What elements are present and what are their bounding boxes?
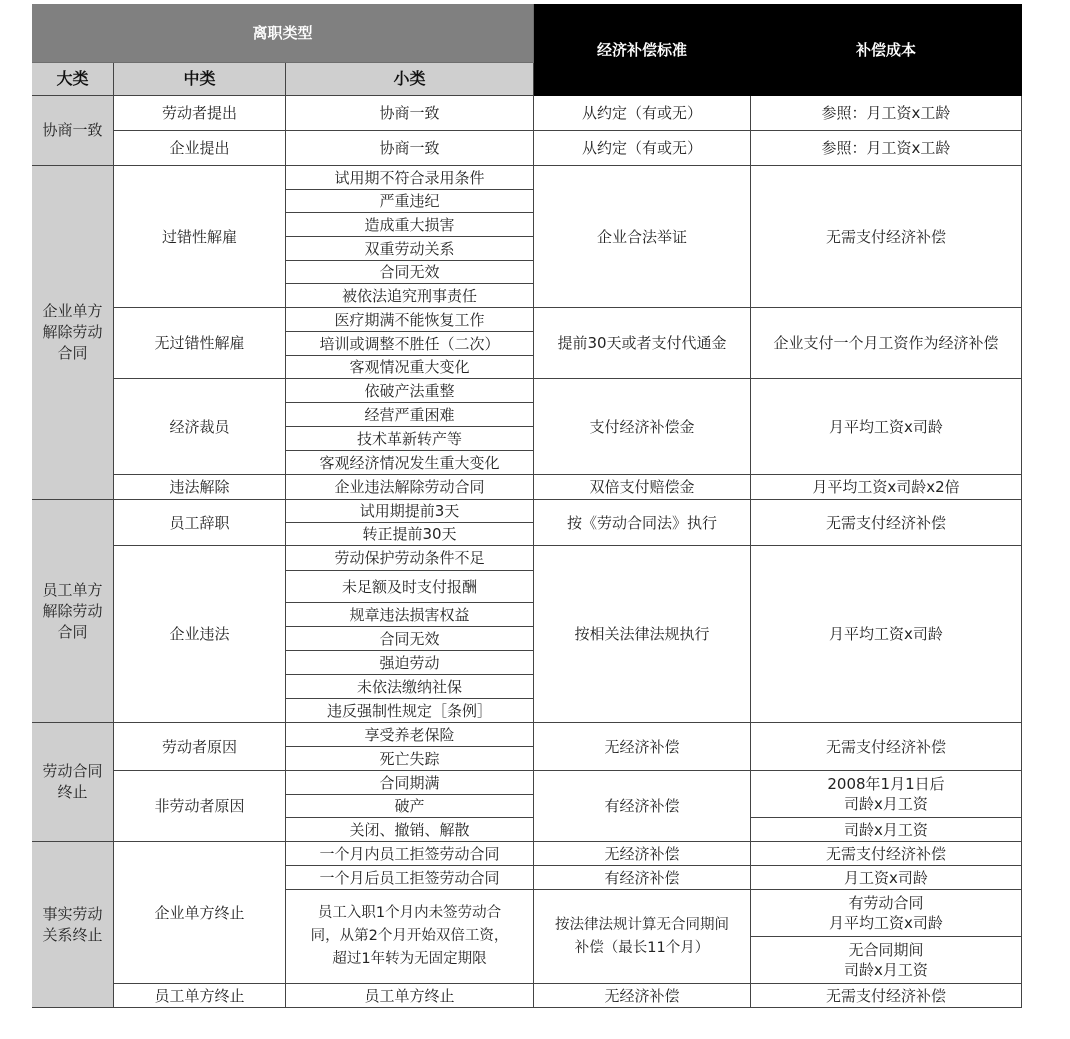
minor-negotiation-2: 协商一致 [286, 131, 534, 166]
mid-worker-proposed: 劳动者提出 [114, 96, 286, 131]
minor-item: 合同无效 [286, 261, 534, 284]
standard-no-fault-dismissal: 提前30天或者支付代通金 [534, 308, 751, 379]
minor-item: 关闭、撤销、解散 [286, 818, 534, 842]
cost-non-worker-closure: 司龄x月工资 [751, 818, 1022, 842]
header-mid-category: 中类 [114, 63, 286, 96]
cost-without-contract: 无合同期间 司龄x月工资 [751, 937, 1022, 984]
minor-item: 被依法追究刑事责任 [286, 284, 534, 308]
minor-illegal-termination: 企业违法解除劳动合同 [286, 475, 534, 500]
minor-item: 严重违纪 [286, 190, 534, 213]
standard-non-worker-reasons: 有经济补偿 [534, 771, 751, 842]
minor-negotiation-1: 协商一致 [286, 96, 534, 131]
minor-item: 技术革新转产等 [286, 427, 534, 451]
cost-refuse-within-month: 无需支付经济补偿 [751, 842, 1022, 866]
header-minor-category: 小类 [286, 63, 534, 96]
mid-economic-layoff: 经济裁员 [114, 379, 286, 475]
cost-worker-reasons: 无需支付经济补偿 [751, 723, 1022, 771]
cost-fault-dismissal: 无需支付经济补偿 [751, 166, 1022, 308]
standard-worker-reasons: 无经济补偿 [534, 723, 751, 771]
mid-employee-resignation: 员工辞职 [114, 500, 286, 546]
standard-economic-layoff: 支付经济补偿金 [534, 379, 751, 475]
cost-with-contract: 有劳动合同 月平均工资x司龄 [751, 890, 1022, 937]
minor-item: 未依法缴纳社保 [286, 675, 534, 699]
cost-negotiation-2: 参照：月工资x工龄 [751, 131, 1022, 166]
minor-item: 未足额及时支付报酬 [286, 571, 534, 603]
standard-negotiation-2: 从约定（有或无） [534, 131, 751, 166]
minor-refuse-after-month: 一个月后员工拒签劳动合同 [286, 866, 534, 890]
minor-item: 合同无效 [286, 627, 534, 651]
minor-item: 合同期满 [286, 771, 534, 795]
cost-illegal-termination: 月平均工资x司龄x2倍 [751, 475, 1022, 500]
category-contract-end: 劳动合同 终止 [32, 723, 114, 842]
minor-item: 规章违法损害权益 [286, 603, 534, 627]
mid-worker-reasons: 劳动者原因 [114, 723, 286, 771]
category-employee-termination: 员工单方 解除劳动 合同 [32, 500, 114, 723]
cost-no-fault-dismissal: 企业支付一个月工资作为经济补偿 [751, 308, 1022, 379]
minor-item: 依破产法重整 [286, 379, 534, 403]
header-compensation-standard: 经济补偿标准 [534, 4, 751, 96]
standard-illegal-termination: 双倍支付赔偿金 [534, 475, 751, 500]
mid-employer-proposed: 企业提出 [114, 131, 286, 166]
minor-item: 强迫劳动 [286, 651, 534, 675]
standard-refuse-after-month: 有经济补偿 [534, 866, 751, 890]
header-compensation-cost: 补偿成本 [751, 4, 1022, 96]
mid-fault-dismissal: 过错性解雇 [114, 166, 286, 308]
mid-illegal-termination: 违法解除 [114, 475, 286, 500]
minor-item: 享受养老保险 [286, 723, 534, 747]
standard-negotiation-1: 从约定（有或无） [534, 96, 751, 131]
minor-item: 造成重大损害 [286, 213, 534, 237]
category-de-facto-termination: 事实劳动 关系终止 [32, 842, 114, 1008]
minor-item: 医疗期满不能恢复工作 [286, 308, 534, 332]
minor-employee-unilateral-end: 员工单方终止 [286, 984, 534, 1008]
cost-refuse-after-month: 月工资x司龄 [751, 866, 1022, 890]
category-negotiation: 协商一致 [32, 96, 114, 166]
minor-item: 破产 [286, 795, 534, 818]
standard-employee-unilateral-end: 无经济补偿 [534, 984, 751, 1008]
minor-refuse-within-month: 一个月内员工拒签劳动合同 [286, 842, 534, 866]
cost-non-worker-after-2008: 2008年1月1日后 司龄x月工资 [751, 771, 1022, 818]
minor-unsigned-contract: 员工入职1个月内未签劳动合 同，从第2个月开始双倍工资， 超过1年转为无固定期限 [286, 890, 534, 984]
minor-item: 劳动保护劳动条件不足 [286, 546, 534, 571]
minor-item: 试用期提前3天 [286, 500, 534, 523]
cost-negotiation-1: 参照：月工资x工龄 [751, 96, 1022, 131]
header-major-category: 大类 [32, 63, 114, 96]
minor-item: 经营严重困难 [286, 403, 534, 427]
cost-employee-unilateral-end: 无需支付经济补偿 [751, 984, 1022, 1008]
minor-item: 违反强制性规定［条例］ [286, 699, 534, 723]
mid-employee-unilateral-end: 员工单方终止 [114, 984, 286, 1008]
minor-item: 双重劳动关系 [286, 237, 534, 261]
standard-unsigned-contract: 按法律法规计算无合同期间 补偿（最长11个月） [534, 890, 751, 984]
minor-item: 转正提前30天 [286, 523, 534, 546]
mid-employer-violation: 企业违法 [114, 546, 286, 723]
termination-compensation-table [32, 4, 1022, 1008]
mid-employer-unilateral-end: 企业单方终止 [114, 842, 286, 984]
minor-item: 客观情况重大变化 [286, 356, 534, 379]
minor-item: 试用期不符合录用条件 [286, 166, 534, 190]
standard-refuse-within-month: 无经济补偿 [534, 842, 751, 866]
minor-item: 客观经济情况发生重大变化 [286, 451, 534, 475]
standard-employee-resignation: 按《劳动合同法》执行 [534, 500, 751, 546]
cost-employer-violation: 月平均工资x司龄 [751, 546, 1022, 723]
cost-economic-layoff: 月平均工资x司龄 [751, 379, 1022, 475]
minor-item: 培训或调整不胜任（二次） [286, 332, 534, 356]
standard-employer-violation: 按相关法律法规执行 [534, 546, 751, 723]
header-leave-type: 离职类型 [32, 4, 534, 63]
cost-employee-resignation: 无需支付经济补偿 [751, 500, 1022, 546]
mid-no-fault-dismissal: 无过错性解雇 [114, 308, 286, 379]
category-employer-termination: 企业单方 解除劳动 合同 [32, 166, 114, 500]
standard-fault-dismissal: 企业合法举证 [534, 166, 751, 308]
mid-non-worker-reasons: 非劳动者原因 [114, 771, 286, 842]
minor-item: 死亡失踪 [286, 747, 534, 771]
